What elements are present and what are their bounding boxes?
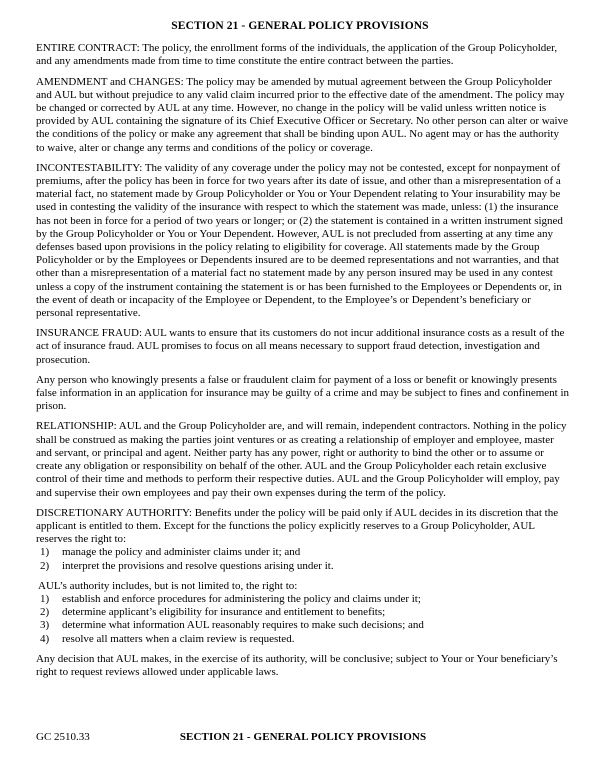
paragraph: AUL’s authority includes, but is not limited to, the right to:	[38, 579, 298, 592]
list-item-number: 2)	[40, 606, 50, 619]
footer-section-title: SECTION 21 - GENERAL POLICY PROVISIONS	[179, 731, 427, 743]
paragraph: INCONTESTABILITY: The validity of any coverage under the policy may not be contested, except for nonpayment of premiums, after the policy has been in force for two years after its date of issue, and other than a misrepresentation of a material fact, no statement made by Group Policyholder or You or Your Dependent relating to Your insurability may be used in contesting the validity of the insurance with respect to which the statement was made, unless: (1) the insurance has not been in force for a period of two years or longer; or (2) the statement is contained in a written instrument signed by the Group Policyholder or You or Your Dependent. However, AUL is not precluded from asserting at any time any defenses based upon provisions in the policy relating to eligibility for coverage. All statements made by the Group Policyholder or by the Employees or Dependents insured are to be deemed representations and not warranties, and that other than a misrepresentation of a material fact no statement made by any person insured may be used in any contest unless a copy of the instrument containing the statement is or has been furnished to the Employees or Dependents or, in the event of death or incapacity of the Employee or Dependent, to the Employee’s or Dependent’s beneficiary or personal representative.	[36, 161, 563, 320]
list-item-text: manage the policy and administer claims under it; and	[62, 546, 301, 559]
list-item	[36, 633, 570, 646]
list-item-number: 4)	[40, 632, 50, 645]
list-item	[36, 619, 570, 632]
paragraph: Any decision that AUL makes, in the exercise of its authority, will be conclusive; subject to Your or Your beneficiary’s right to request reviews allowed under applicable laws.	[36, 652, 558, 678]
list-item	[36, 606, 570, 619]
list-item-number: 1)	[40, 546, 50, 559]
list-item	[36, 593, 570, 606]
list-item-number: 1)	[40, 592, 50, 605]
paragraph: Any person who knowingly presents a false or fraudulent claim for payment of a loss or benefit or knowingly presents false information in an application for insurance may be guilty of a crime and may be subject to fines and confinement in prison.	[36, 373, 570, 413]
list-item	[36, 546, 570, 559]
numbered-list	[36, 593, 570, 646]
list-item-number: 2)	[40, 559, 50, 572]
paragraph: ENTIRE CONTRACT: The policy, the enrollment forms of the individuals, the application of the Group Policyholder, and any amendments made from time to time constitute the entire contract between the parties.	[36, 42, 558, 68]
list-item-text: resolve all matters when a claim review is requested.	[62, 632, 295, 645]
numbered-list	[36, 546, 570, 572]
list-item-text: determine what information AUL reasonably requires to make such decisions; and	[62, 619, 424, 632]
list-item-text: interpret the provisions and resolve questions arising under it.	[62, 559, 334, 572]
paragraph: RELATIONSHIP: AUL and the Group Policyholder are, and will remain, independent contractors. Nothing in the policy shall be construed as making the parties joint ventures or as creating a relationship of employer and employee, master and servant, or principal and agent. Neither party has any power, right or authority to bind the other or to assume or create any obligation or responsibility on behalf of the other. AUL and the Group Policyholder each retain exclusive control of their time and methods to perform their respective duties. AUL and the Group Policyholder will employ, pay and supervise their own employees and pay their own expenses during the term of the policy.	[36, 420, 567, 499]
list-item-text: establish and enforce procedures for administering the policy and claims under it;	[62, 592, 421, 605]
page-title: SECTION 21 - GENERAL POLICY PROVISIONS	[171, 20, 429, 32]
paragraph: INSURANCE FRAUD: AUL wants to ensure that its customers do not incur additional insurance costs as a result of the act of insurance fraud. AUL promises to focus on all means necessary to support fraud detection, investigation and prosecution.	[36, 327, 565, 366]
page-footer	[36, 731, 570, 744]
document-body	[36, 42, 570, 679]
list-item-number: 3)	[40, 619, 50, 632]
paragraph: DISCRETIONARY AUTHORITY: Benefits under the policy will be paid only if AUL decides in its discretion that the applicant is entitled to them. Except for the functions the policy explicitly reserves to a Group Policyholder, AUL reserves the right to:	[36, 506, 559, 546]
form-number: GC 2510.33	[36, 731, 90, 743]
list-item-text: determine applicant’s eligibility for insurance and entitlement to benefits;	[62, 606, 386, 619]
list-item	[36, 560, 570, 573]
paragraph: AMENDMENT and CHANGES: The policy may be amended by mutual agreement between the Group Policyholder and AUL but without prejudice to any valid claim incurred prior to the effective date of the amendment. The policy may be changed or corrected by AUL at any time. However, no change in the policy will be valid unless written notice is provided by AUL containing the signature of its Chief Executive Officer or Secretary. No other person can alter or waive the conditions of the policy or make any agreement that shall be binding upon AUL. No agent may or has the authority to waive, alter or change any terms and conditions of the policy or coverage.	[36, 75, 568, 154]
